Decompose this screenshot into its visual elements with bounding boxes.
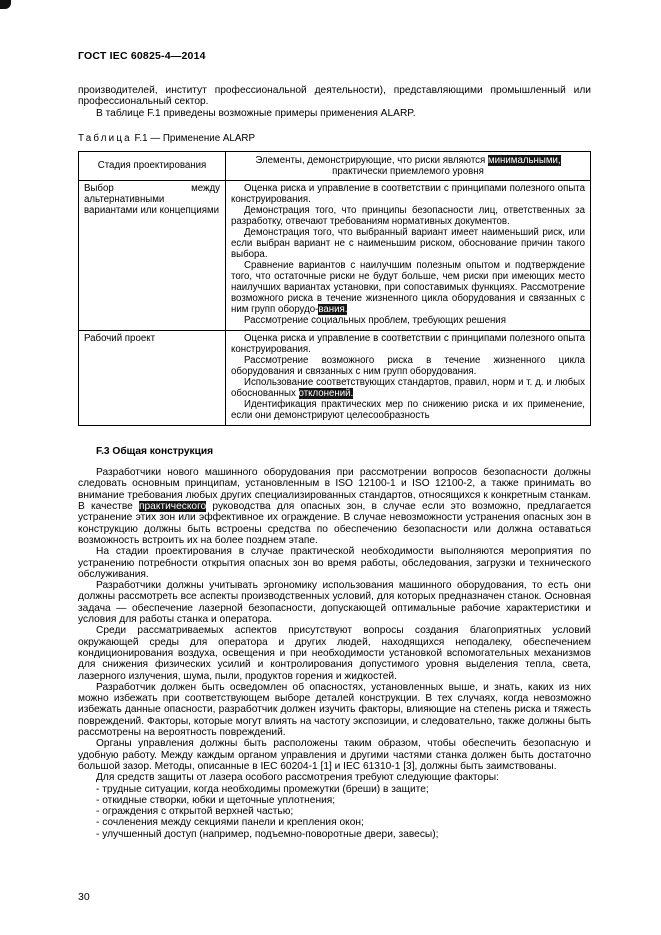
column-header-stage: Стадия проектирования	[79, 151, 226, 180]
cell-elements-alternatives	[226, 180, 591, 330]
paragraph-f3	[78, 625, 591, 681]
column-header-elements	[226, 151, 591, 180]
table-row-working-design	[79, 330, 591, 425]
highlighted-text: практического	[138, 501, 207, 513]
cell-paragraph	[231, 315, 585, 326]
paragraph-text: Для средств защиты от лазера особого рассмотрения требуют следующие факторы:	[96, 772, 499, 784]
paragraph-f3	[78, 546, 591, 580]
cell-paragraph	[231, 377, 585, 399]
list-item: - откидные створки, юбки и щеточные уплотнения;	[96, 794, 336, 806]
paragraph-text: На стадии проектирования в случае практической необходимости выполняются мероприятия по устранению потребности открытия опасных зон во время работы, обследования, загрузки и технического обслуживания.	[78, 546, 591, 580]
cell-text: Рассмотрение возможного риска в течение жизненного цикла оборудования и связанных с ним групп оборудования.	[231, 354, 585, 377]
table-header-row	[79, 151, 591, 180]
cell-text: Рассмотрение социальных проблем, требующих решения	[244, 314, 506, 326]
list-item: - трудные ситуации, когда необходимы промежутки (бреши) в защите;	[96, 783, 429, 795]
paragraph-continuation: производителей, институт профессиональной деятельности), представляющими промышленный или профессиональный сектор.	[78, 85, 591, 108]
paragraph-text: Органы управления должны быть расположены таким образом, чтобы обеспечить безопасную и удобную работу. Между каждым органом управления и другими частями станка должен быть достаточно большой зазор. Методы, описанные в IEC 60204-1 [1] и IEC 61310-1 [3], должны быть заимствованы.	[78, 738, 591, 772]
table-caption-label: Таблица	[78, 132, 132, 144]
highlighted-text: вания.	[318, 303, 348, 315]
paragraph-text: Разработчики нового машинного оборудования при рассмотрении вопросов безопасности должны следовать основным принципам, установленным в ISO 12100-1 и ISO 12100-2, а также принимать во внимание требования любых других специализированных стандартов, относящихся к конкретным станкам. В качестве	[78, 467, 591, 513]
cell-stage-working-design: Рабочий проект	[79, 330, 226, 425]
cell-text: Использование соответствующих стандартов, правил, норм и т. д. и любых обоснованных	[231, 376, 585, 399]
cell-text: Идентификация практических мер по снижению риска и их применение, если они демонстрируют целесообразность	[231, 398, 585, 421]
paragraph-text: руководства для опасных зон, в случае если это возможно, предлагается устранение этих зон или эффективное их ограждение. В случае невозможности устранения опасных зон в конструкцию должны быть встроены средства по обеспечению безопасности или должна оставаться возможность встроить их на более позднем этапе.	[78, 501, 591, 546]
paragraph-text: Разработчики должны учитывать эргономику использования машинного оборудования, то есть они должны рассмотреть все аспекты производственных условий, для которых предназначен станок. Основная задача — обеспечение лазерной безопасности, допускающей оптимальные рабочие характеристики и условия для работы станка и оператора.	[78, 580, 591, 626]
running-header: ГОСТ IEC 60825-4—2014	[78, 50, 206, 62]
table-alarp-examples	[78, 151, 591, 426]
table-caption-text: F.1 — Применение ALARP	[131, 132, 256, 144]
cell-text: Оценка риска и управление в соответствии с принципами полезного опыта конструирования.	[231, 182, 585, 205]
cell-elements-working-design	[226, 330, 591, 425]
column-header-elements-line2: практически приемлемого уровня	[332, 165, 484, 177]
page-content	[78, 50, 591, 840]
paragraph-f3	[78, 738, 591, 772]
list-item: - сочленения между секциями панели и крепления окон;	[96, 817, 364, 829]
section-heading-f3: F.3 Общая конструкция	[96, 445, 214, 457]
highlighted-text: минимальными,	[487, 154, 561, 166]
page-number: 30	[78, 891, 90, 903]
scan-artifact	[0, 0, 11, 9]
cell-paragraph	[231, 333, 585, 355]
table-row-alternatives	[79, 180, 591, 330]
cell-paragraph	[231, 260, 585, 315]
list-item: - ограждения с открытой верхней частью;	[96, 806, 294, 818]
paragraph-intro-table: В таблице F.1 приведены возможные примеры применения ALARP.	[96, 107, 416, 119]
cell-text: Сравнение вариантов с наилучшим полезным опытом и подтверждение того, что остаточные риски не будут больше, чем риски при имеющих место наилучших вариантах установки, при сопоставимых функциях. Рассмотрение возможного риска в течение жизненного цикла оборудования и связанных с ним групп оборудо-	[231, 259, 585, 315]
cell-text: Демонстрация того, что выбранный вариант имеет наименьший риск, или если выбран вариант не с наименьшим риском, обоснование причин такого выбора.	[231, 226, 585, 260]
list-item: - улучшенный доступ (например, подъемно-поворотные двери, завесы);	[96, 828, 439, 840]
table-caption	[78, 133, 591, 144]
paragraph-text: Среди рассматриваемых аспектов присутствуют вопросы создания благоприятных условий окружающей среды для оператора и других людей, находящихся неподалеку, обеспечением кондиционирования воздуха, освещения и при необходимости установкой вспомогательных механизмов для снижения физических усилий и контролирования допустимого уровня выделения тепла, света, лазерного излучения, шума, пыли, продуктов горения и жидкостей.	[78, 625, 591, 682]
cell-text: Демонстрация того, что принципы безопасности лиц, ответственных за разработку, отвечают требованиям нормативных документов.	[231, 204, 585, 227]
cell-stage-alternatives: Выбор между альтернативными вариантами или концепциями	[79, 180, 226, 330]
paragraph-f3	[78, 467, 591, 546]
cell-paragraph	[231, 227, 585, 260]
column-header-elements-text: Элементы, демонстрирующие, что риски являются	[255, 154, 488, 166]
cell-paragraph	[231, 355, 585, 377]
cell-text: Оценка риска и управление в соответствии с принципами полезного опыта конструирования.	[231, 332, 585, 355]
highlighted-text: отклонений.	[298, 387, 354, 399]
cell-paragraph	[231, 399, 585, 421]
paragraph-f3	[78, 682, 591, 738]
paragraph-f3	[78, 580, 591, 625]
cell-paragraph	[231, 183, 585, 205]
paragraph-f3	[78, 772, 591, 783]
cell-paragraph	[231, 205, 585, 227]
paragraph-text: Разработчик должен быть осведомлен об опасностях, установленных выше, и знать, каких из них можно избежать при соответствующем выборе деталей конструкции. В тех случаях, когда невозможно избежать данные опасности, разработчик должен изучить факторы, влияющие на степень риска и тяжесть повреждений. Факторы, которые могут влиять на частоту экспозиции, и следовательно, также должны быть рассмотрены на вероятность повреждений.	[78, 681, 591, 739]
